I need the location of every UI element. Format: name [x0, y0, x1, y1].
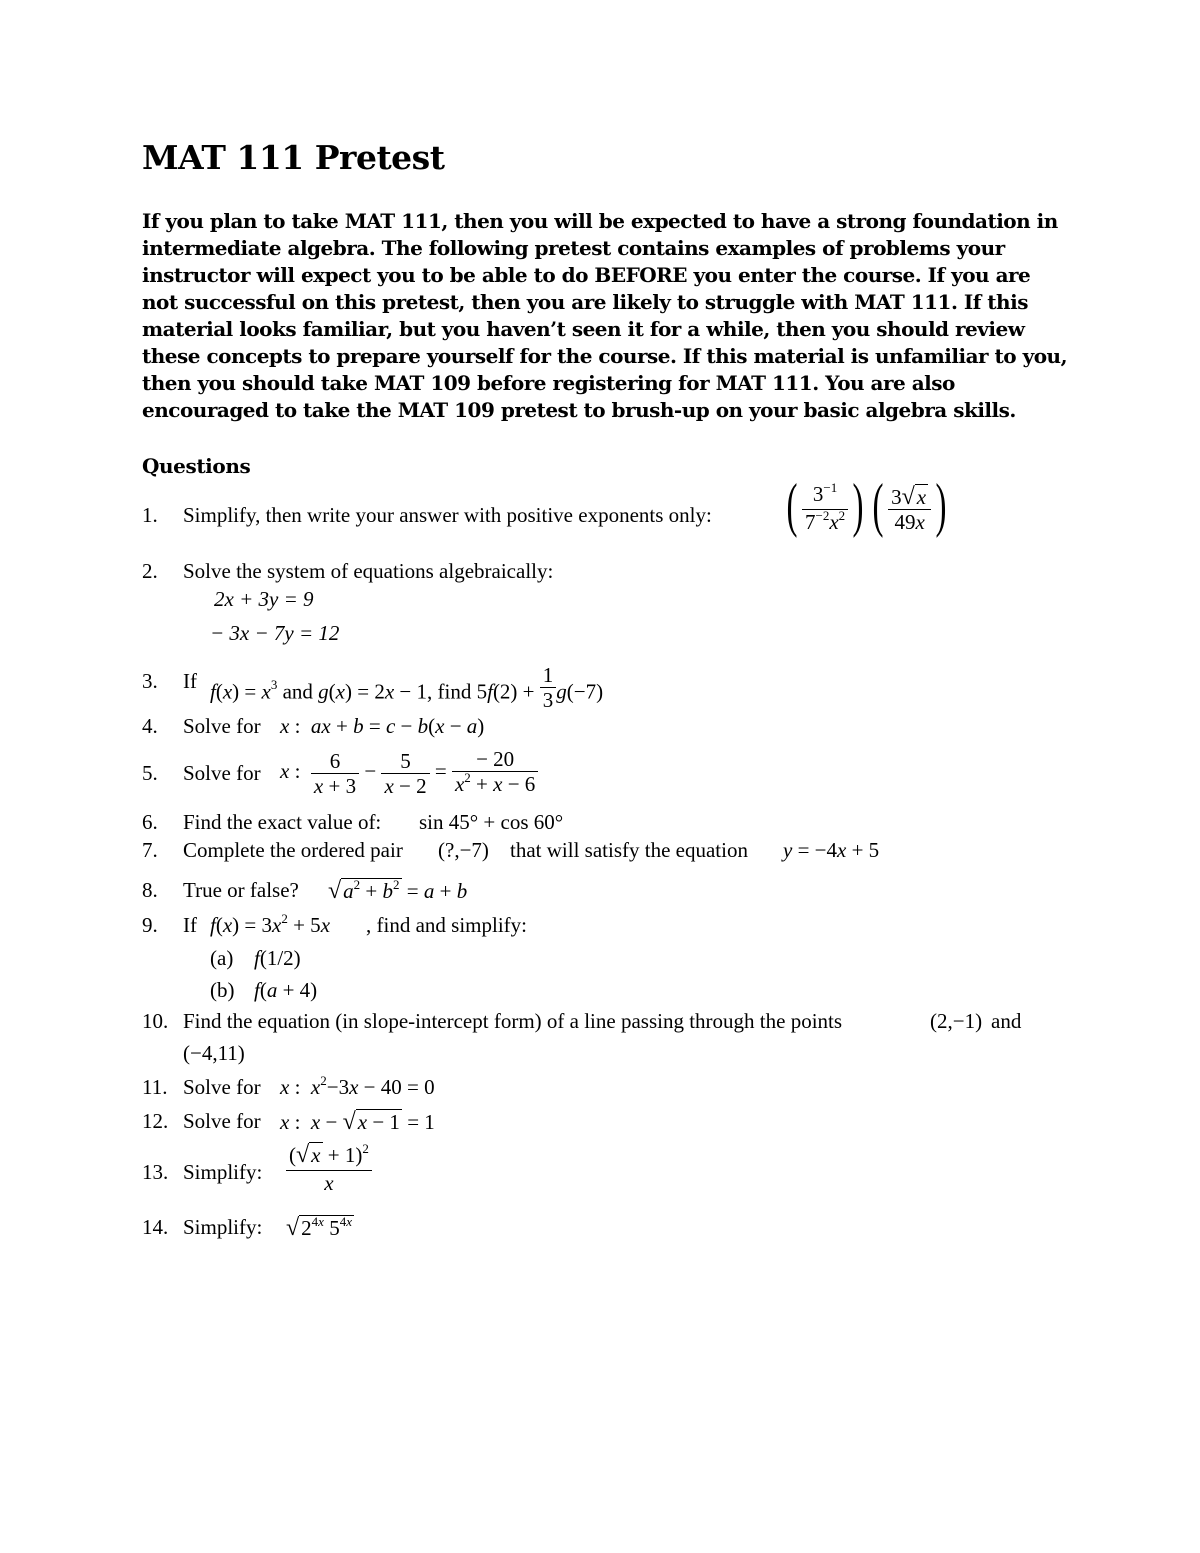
question-number: 14. — [142, 1215, 169, 1239]
question-2 — [142, 559, 1102, 589]
question-text: If — [183, 669, 197, 693]
q7-pair: (?,−7) — [438, 838, 489, 862]
question-text: True or false? — [183, 878, 299, 902]
question-number: 10. — [142, 1009, 169, 1033]
question-number: 4. — [142, 714, 158, 738]
question-number: 11. — [142, 1075, 168, 1099]
q9-part-b — [210, 978, 1170, 1008]
q7-text-2: that will satisfy the equation — [510, 838, 748, 862]
q13-expression: $\frac{(√x + 1)^2}{x}$ — [286, 1143, 372, 1195]
q9-part-a — [210, 946, 1170, 976]
question-7 — [142, 838, 1102, 868]
question-text: Solve for — [183, 1109, 261, 1133]
q10-point-2: (−4,11) — [183, 1041, 245, 1065]
q14-expression: $√2^{4x}$ $5^{4x}$ — [286, 1214, 352, 1241]
question-6 — [142, 810, 1102, 840]
question-text: Solve the system of equations algebraically: — [183, 559, 554, 583]
question-text: Simplify: — [183, 1160, 263, 1184]
q9-a-expression: f(1/2) — [254, 946, 301, 970]
question-number: 8. — [142, 878, 158, 902]
question-text: Solve for — [183, 1075, 261, 1099]
q7-equation: y = −4x + 5 — [783, 838, 880, 862]
questions-heading: Questions — [142, 454, 251, 478]
question-12 — [142, 1109, 1102, 1139]
question-text: Simplify, then write your answer with positive exponents only: — [183, 503, 712, 527]
question-8 — [142, 878, 1102, 908]
q6-expression: sin 45° + cos 60° — [419, 810, 564, 834]
question-number: 13. — [142, 1160, 169, 1184]
question-9 — [142, 913, 1102, 943]
question-number: 2. — [142, 559, 158, 583]
question-number: 1. — [142, 503, 158, 527]
question-text: Find the exact value of: — [183, 810, 382, 834]
q2-equation-2: − 3x − 7y = 12 — [210, 621, 340, 645]
q12-expression: x : x − √x − 1 = 1 — [280, 1109, 435, 1135]
q10-point-1: (2,−1) — [930, 1009, 983, 1033]
q9-function: $f(x) = 3x^2 + 5x$ — [210, 911, 331, 937]
page-title: MAT 111 Pretest — [142, 138, 445, 177]
question-number: 5. — [142, 761, 158, 785]
question-1 — [142, 472, 1102, 538]
q11-expression: x : $x^2-3x - 40 = 0$ — [280, 1073, 435, 1099]
question-text: Solve for — [183, 714, 261, 738]
q2-equation-1: 2x + 3y = 9 — [214, 587, 314, 611]
q1-expression: ( $\frac{3^{-1}}{7^{-2}x^2}$ ) ( $\frac{3√x}{49x}$ ) — [786, 472, 947, 538]
question-number: 9. — [142, 913, 158, 937]
q9-b-label: (b) — [210, 978, 235, 1002]
q3-expression: $f(x) = x^3$ and g(x) = 2x − 1, find 5f(2) + $\frac{1}{3}$ g(−7) — [210, 663, 604, 712]
question-number: 3. — [142, 669, 158, 693]
question-13 — [142, 1141, 1102, 1195]
question-text: Simplify: — [183, 1215, 263, 1239]
question-14 — [142, 1215, 1102, 1245]
question-11 — [142, 1075, 1102, 1105]
q9-text-2: , find and simplify: — [366, 913, 527, 937]
question-text: If — [183, 913, 197, 937]
question-text: Solve for — [183, 761, 261, 785]
q5-expression: x : $\frac{6}{x + 3}$ − $\frac{5}{x - 2}$ = $\frac{- 20}{x^2 + x - 6}$ — [280, 747, 538, 799]
question-number: 6. — [142, 810, 158, 834]
question-10 — [142, 1009, 1102, 1039]
q4-expression: x : ax + b = c − b(x − a) — [280, 714, 485, 738]
question-5 — [142, 747, 1102, 798]
q9-b-expression: f(a + 4) — [254, 978, 318, 1002]
question-number: 7. — [142, 838, 158, 862]
q9-a-label: (a) — [210, 946, 234, 970]
intro-paragraph: If you plan to take MAT 111, then you will be expected to have a strong foundation in intermediate algebra. The following pretest contains examples of problems your instructor will expect you to be able to do BEFORE you enter the course. If you are not successful on this pretest, then you are likely to struggle with MAT 111. If this material looks familiar, but you haven’t seen it for a while, then you should review these concepts to prepare yourself for the course. If this material is unfamiliar to you, then you should take MAT 109 before registering for MAT 111. You are also encouraged to take the MAT 109 pretest to brush-up on your basic algebra skills. — [142, 209, 1068, 422]
question-text: Find the equation (in slope-intercept form) of a line passing through the points — [183, 1009, 843, 1033]
question-3 — [142, 663, 1102, 712]
q10-and: and — [991, 1009, 1022, 1033]
question-text: Complete the ordered pair — [183, 838, 403, 862]
question-4 — [142, 714, 1102, 744]
q8-expression: $√a^2 + b^2 = a + b$ — [328, 877, 468, 904]
question-number: 12. — [142, 1109, 169, 1133]
